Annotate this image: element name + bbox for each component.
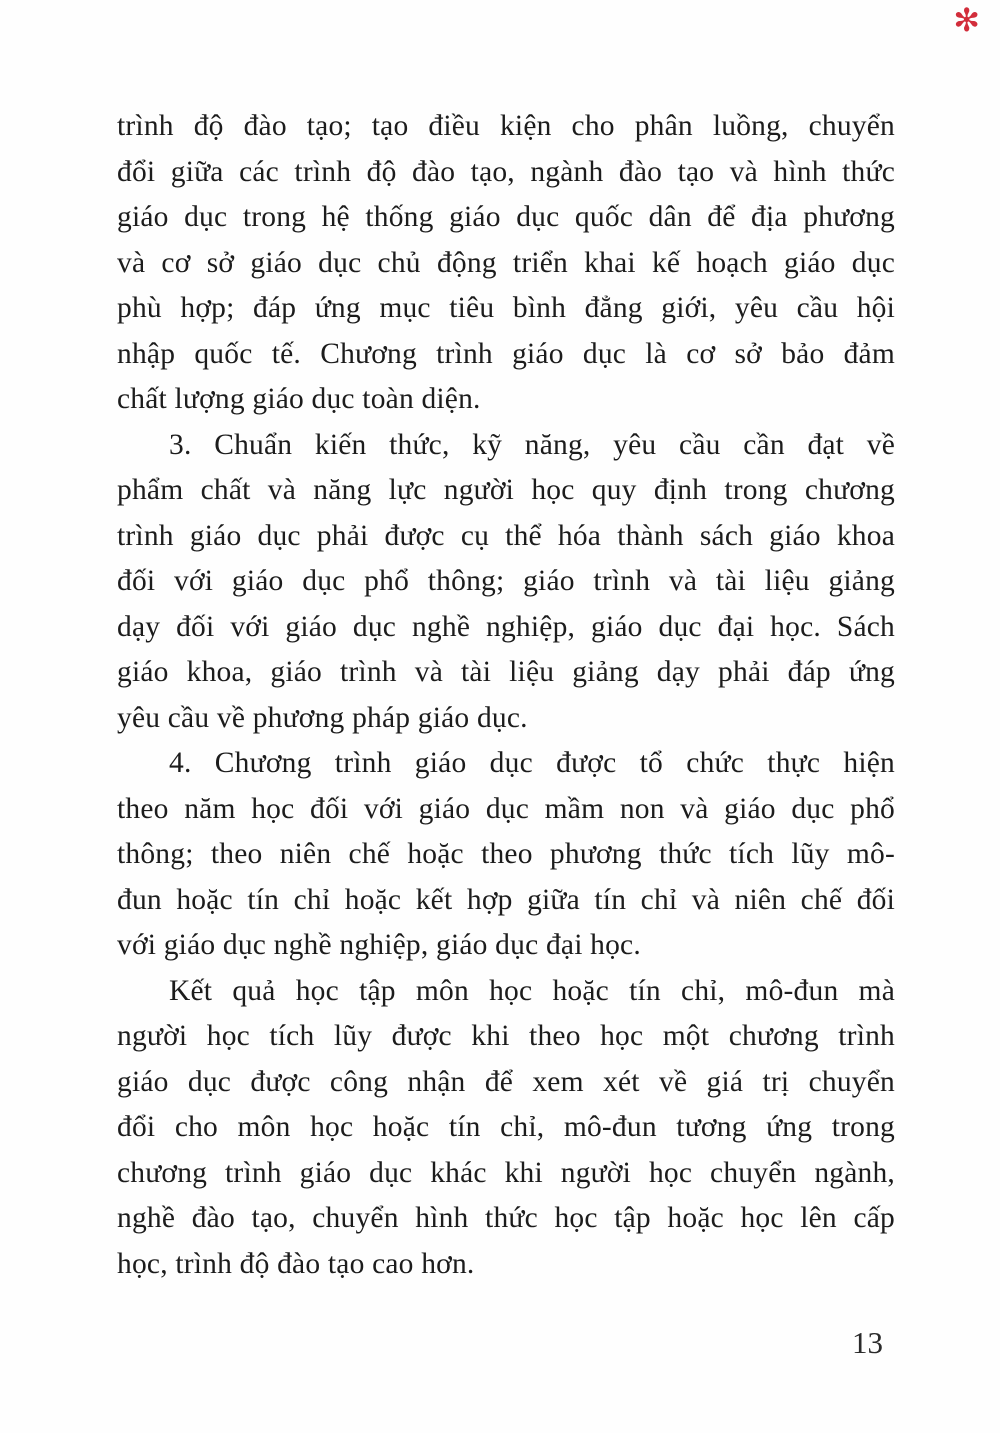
text-line: chất lượng giáo dục toàn diện.: [117, 383, 481, 415]
text-line: đổi giữa các trình độ đào tạo, ngành đào tạo và hình thức: [117, 155, 895, 188]
text-line: học, trình độ đào tạo cao hơn.: [117, 1247, 475, 1280]
paragraph: [117, 969, 895, 1288]
flower-ornament-icon: ✻: [953, 1, 980, 39]
text-line: với giáo dục nghề nghiệp, giáo dục đại học.: [117, 929, 641, 961]
text-line: dạy đối với giáo dục nghề nghiệp, giáo dục đại học. Sách: [117, 610, 895, 643]
text-line: người học tích lũy được khi theo học một chương trình: [117, 1020, 895, 1052]
paragraph: [117, 104, 895, 423]
text-line: 3. Chuẩn kiến thức, kỹ năng, yêu cầu cần đạt về: [169, 428, 895, 461]
paragraph: [117, 423, 895, 742]
text-line: giáo khoa, giáo trình và tài liệu giảng dạy phải đáp ứng: [117, 656, 895, 688]
page-number: 13: [852, 1325, 883, 1360]
text-line: giáo dục được công nhận để xem xét về giá trị chuyển: [117, 1065, 895, 1098]
paragraph: [117, 741, 895, 969]
text-line: chương trình giáo dục khác khi người học chuyển ngành,: [117, 1156, 895, 1189]
text-line: 4. Chương trình giáo dục được tổ chức thực hiện: [169, 747, 895, 779]
text-line: đổi cho môn học hoặc tín chỉ, mô-đun tương ứng trong: [117, 1111, 895, 1143]
body-text: [117, 104, 895, 1287]
text-line: nghề đào tạo, chuyển hình thức học tập hoặc học lên cấp: [117, 1202, 895, 1234]
text-line: nhập quốc tế. Chương trình giáo dục là cơ sở bảo đảm: [117, 337, 895, 370]
text-line: giáo dục trong hệ thống giáo dục quốc dân để địa phương: [117, 201, 895, 233]
text-line: đun hoặc tín chỉ hoặc kết hợp giữa tín chỉ và niên chế đối: [117, 883, 895, 916]
text-line: phù hợp; đáp ứng mục tiêu bình đẳng giới, yêu cầu hội: [117, 292, 895, 324]
text-line: thông; theo niên chế hoặc theo phương thức tích lũy mô-: [117, 838, 895, 870]
text-line: yêu cầu về phương pháp giáo dục.: [117, 701, 528, 734]
text-line: Kết quả học tập môn học hoặc tín chỉ, mô-đun mà: [169, 974, 895, 1007]
text-line: và cơ sở giáo dục chủ động triển khai kế hoạch giáo dục: [117, 246, 895, 279]
text-line: trình giáo dục phải được cụ thể hóa thành sách giáo khoa: [117, 519, 895, 552]
text-line: đối với giáo dục phổ thông; giáo trình và tài liệu giảng: [117, 565, 895, 597]
text-line: phẩm chất và năng lực người học quy định trong chương: [117, 474, 895, 506]
text-line: theo năm học đối với giáo dục mầm non và giáo dục phổ: [117, 792, 895, 825]
text-line: trình độ đào tạo; tạo điều kiện cho phân luồng, chuyển: [117, 110, 895, 142]
